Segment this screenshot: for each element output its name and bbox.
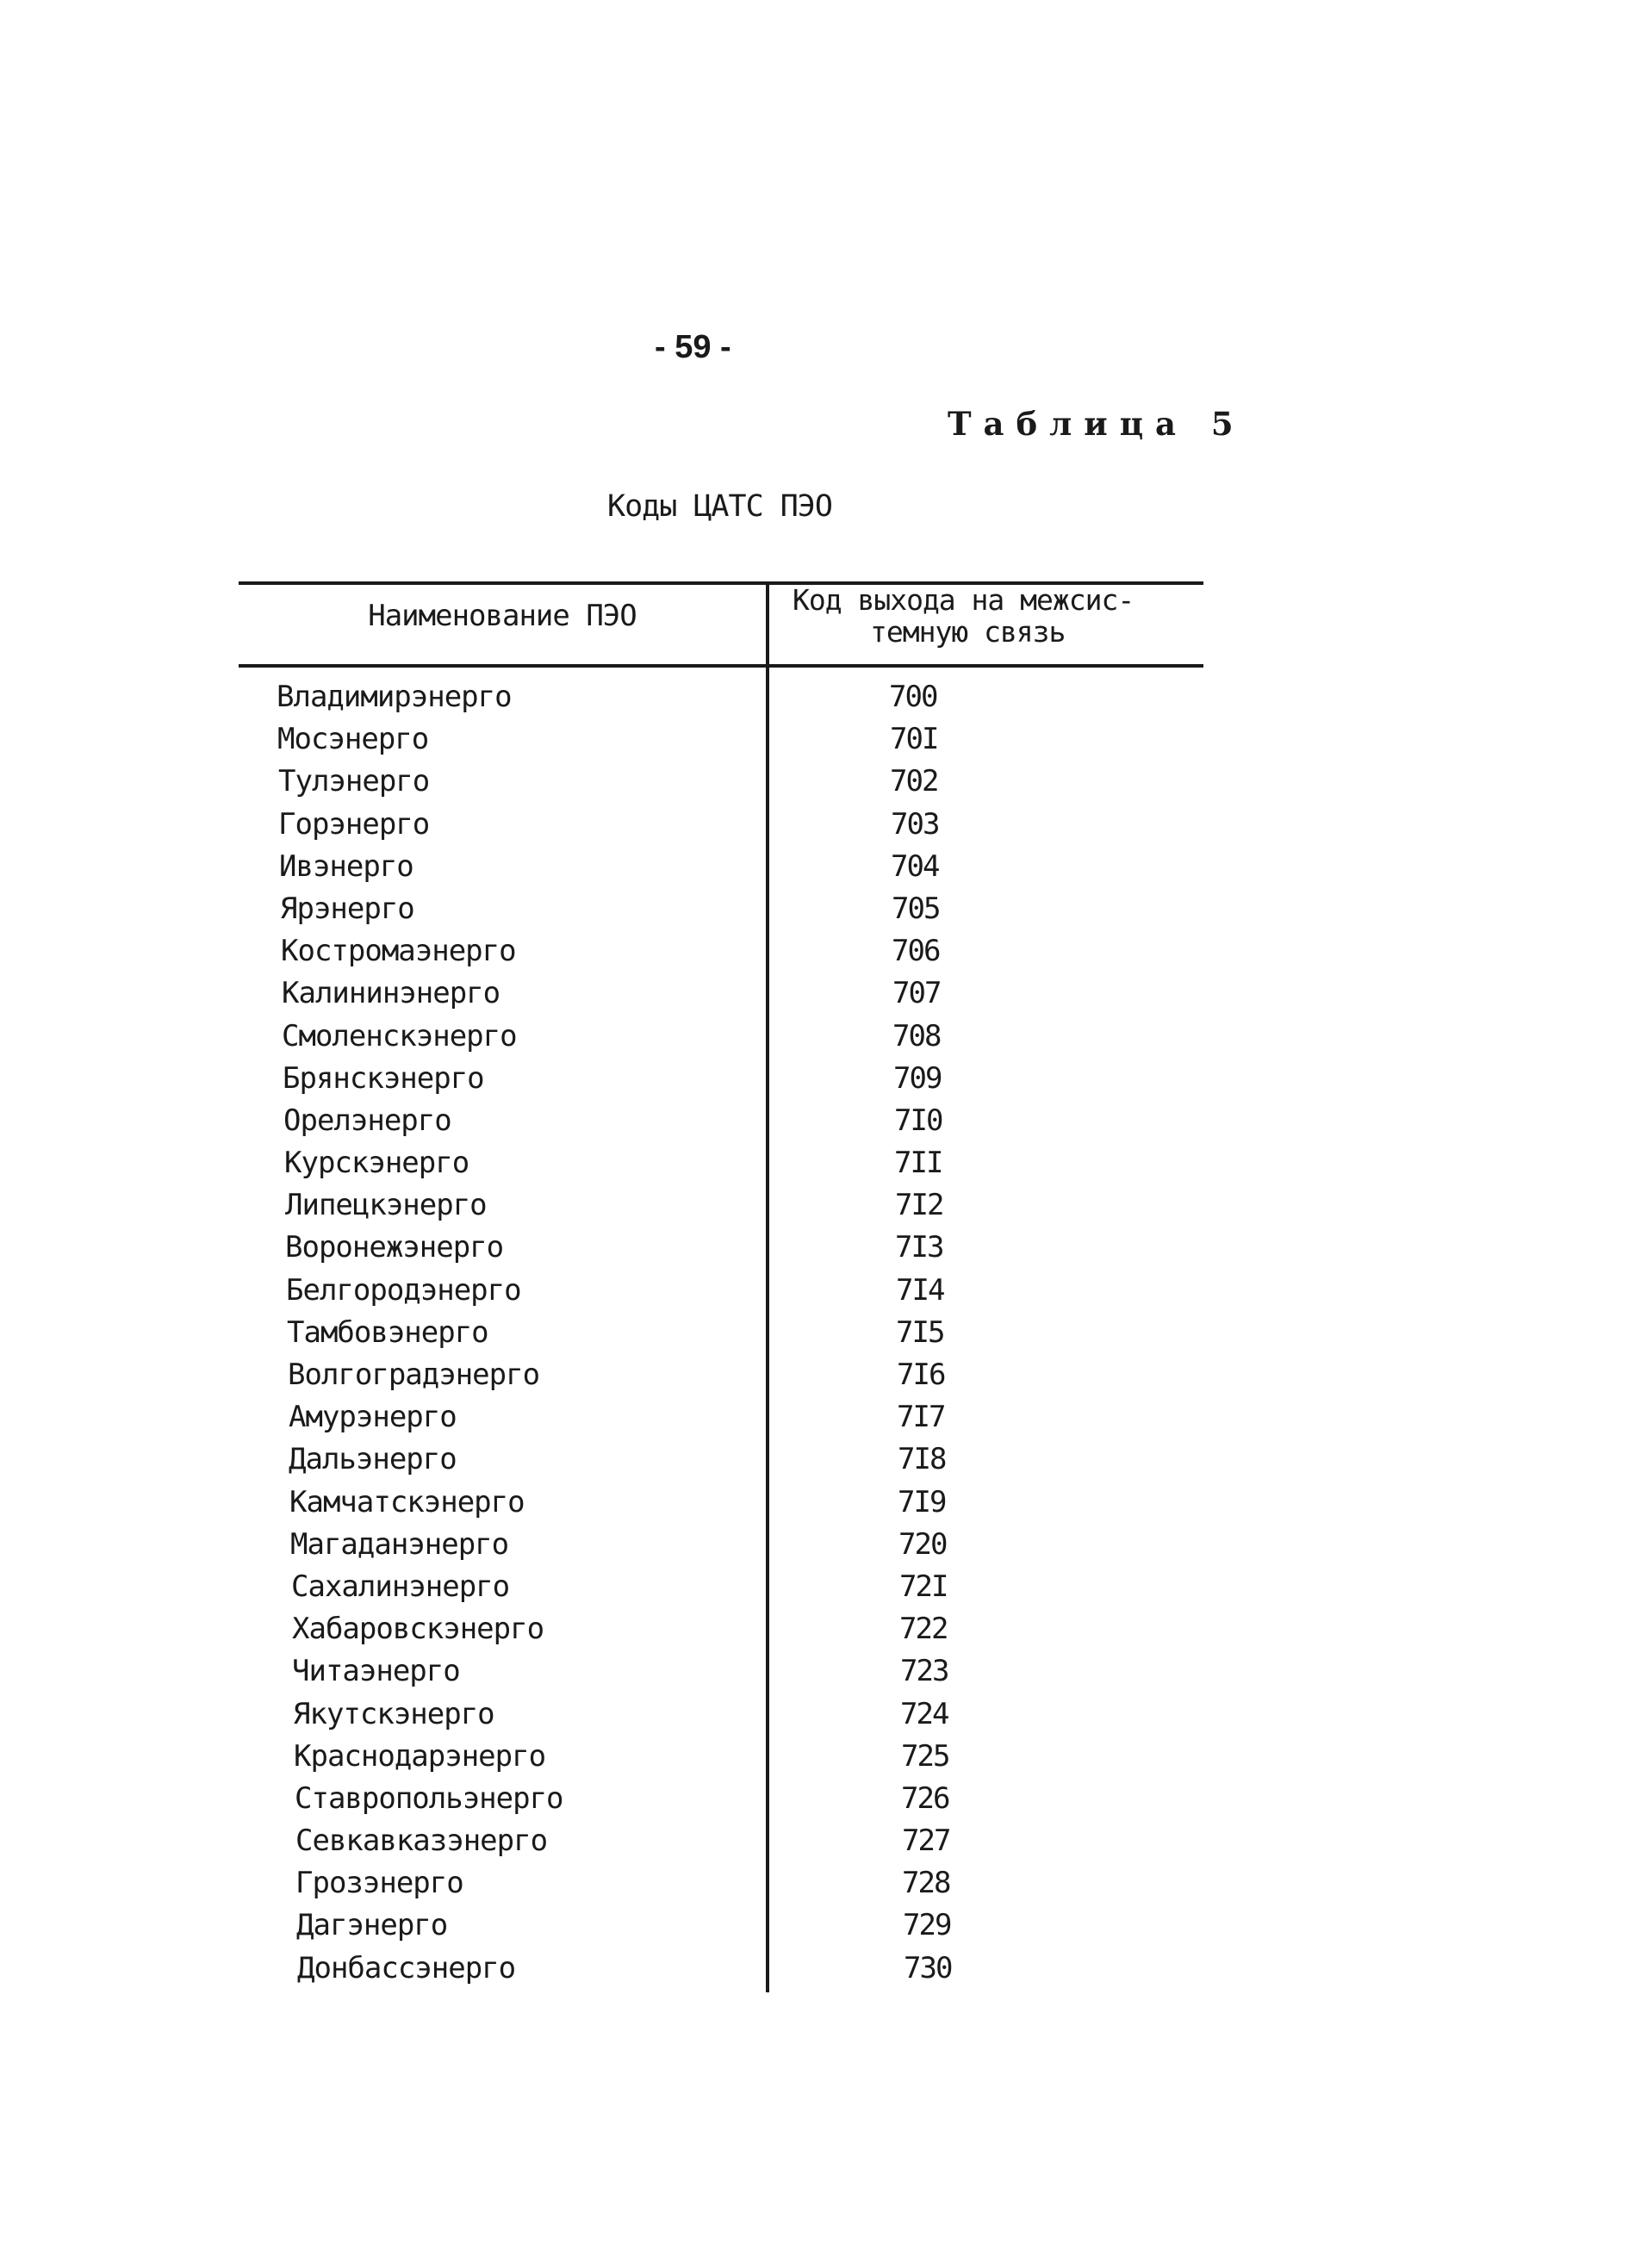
row-name: Костромаэнерго xyxy=(281,934,516,969)
table-row xyxy=(239,1820,1203,1862)
row-code: 707 xyxy=(892,976,941,1011)
row-code: 724 xyxy=(900,1696,948,1731)
table-row xyxy=(239,1693,1203,1736)
row-name: Воронежэнерго xyxy=(285,1230,504,1265)
row-name: Донбассэнерго xyxy=(297,1950,516,1985)
table-row xyxy=(239,1650,1203,1693)
row-name: Мосэнерго xyxy=(277,722,429,757)
row-code: 7I2 xyxy=(895,1188,943,1223)
row-code: 729 xyxy=(903,1908,951,1943)
row-name: Дагэнерго xyxy=(296,1908,448,1943)
table-label: Таблица 5 xyxy=(948,405,1246,443)
row-code: 728 xyxy=(902,1866,950,1901)
table-row xyxy=(239,1566,1203,1608)
row-name: Белгородэнерго xyxy=(286,1272,521,1308)
row-name: Читаэнерго xyxy=(292,1654,460,1689)
row-name: Якутскэнерго xyxy=(293,1696,494,1731)
row-code: 705 xyxy=(892,891,940,926)
table-row xyxy=(239,1608,1203,1650)
row-code: 703 xyxy=(891,806,939,842)
table-row xyxy=(239,804,1203,846)
table-row xyxy=(239,1862,1203,1904)
row-code: 7I8 xyxy=(898,1442,946,1477)
table-row xyxy=(239,1736,1203,1778)
table-row xyxy=(239,761,1203,803)
row-code: 7I0 xyxy=(894,1103,942,1138)
row-name: Дальэнерго xyxy=(289,1442,457,1477)
table-row xyxy=(239,1270,1203,1312)
row-name: Сахалинэнерго xyxy=(291,1569,510,1604)
row-code: 708 xyxy=(892,1018,941,1053)
row-name: Курскэнерго xyxy=(284,1146,469,1181)
table-row xyxy=(239,846,1203,888)
row-code: 709 xyxy=(893,1060,942,1096)
row-code: 7I5 xyxy=(896,1314,944,1350)
table-row xyxy=(239,1904,1203,1947)
table-row xyxy=(239,1396,1203,1438)
row-name: Владимирэнерго xyxy=(277,680,512,714)
row-code: 722 xyxy=(899,1612,948,1647)
row-name: Орелэнерго xyxy=(283,1103,451,1138)
table-row xyxy=(239,1227,1203,1269)
table-row xyxy=(239,1142,1203,1184)
table-row xyxy=(239,1778,1203,1820)
row-name: Калининэнерго xyxy=(282,976,500,1011)
table-row xyxy=(239,676,1203,718)
row-name: Ставропольэнерго xyxy=(295,1780,563,1816)
table-row xyxy=(239,1016,1203,1058)
row-code: 702 xyxy=(890,764,938,799)
row-name: Ярэнерго xyxy=(280,891,414,926)
table-body xyxy=(239,676,1203,1990)
table-row xyxy=(239,1948,1203,1990)
row-code: 704 xyxy=(891,848,939,884)
table-row xyxy=(239,1524,1203,1566)
row-code: 7I6 xyxy=(897,1358,945,1392)
row-code: 700 xyxy=(889,680,937,714)
column-header-code-line2: темную связь xyxy=(870,615,1066,649)
table-row xyxy=(239,1058,1203,1100)
row-code: 7I4 xyxy=(896,1272,944,1308)
column-header-code xyxy=(793,584,1197,648)
row-name: Камчатскэнерго xyxy=(289,1484,525,1519)
table-caption: Коды ЦАТС ПЭО xyxy=(607,489,832,524)
row-name: Грозэнерго xyxy=(295,1866,463,1901)
table-row xyxy=(239,1100,1203,1142)
row-name: Ивэнерго xyxy=(279,848,413,884)
table-row xyxy=(239,972,1203,1015)
row-name: Севкавказэнерго xyxy=(295,1824,548,1859)
row-code: 7II xyxy=(894,1146,942,1181)
row-code: 7I3 xyxy=(895,1230,943,1265)
page-number: - 59 - xyxy=(655,329,731,365)
row-code: 727 xyxy=(902,1824,950,1859)
row-code: 720 xyxy=(898,1526,947,1562)
row-name: Краснодарэнерго xyxy=(294,1738,546,1774)
row-code: 725 xyxy=(901,1738,949,1774)
table-row xyxy=(239,930,1203,972)
row-name: Брянскэнерго xyxy=(283,1060,484,1096)
row-code: 72I xyxy=(899,1569,948,1604)
row-name: Хабаровскэнерго xyxy=(292,1612,544,1647)
row-code: 706 xyxy=(892,934,940,969)
row-name: Магаданэнерго xyxy=(290,1526,509,1562)
row-code: 723 xyxy=(900,1654,948,1689)
row-code: 726 xyxy=(901,1780,949,1816)
row-name: Тулэнерго xyxy=(278,764,430,799)
row-name: Волгоградэнерго xyxy=(288,1358,540,1392)
table-row xyxy=(239,888,1203,930)
table-row xyxy=(239,1354,1203,1396)
table-header-rule xyxy=(239,664,1203,668)
table-row xyxy=(239,1312,1203,1354)
row-name: Смоленскэнерго xyxy=(282,1018,517,1053)
table-row xyxy=(239,718,1203,761)
row-code: 7I9 xyxy=(898,1484,946,1519)
row-code: 70I xyxy=(890,722,938,757)
row-name: Амурэнерго xyxy=(289,1400,457,1435)
column-header-name: Наименование ПЭО xyxy=(368,599,637,633)
table-row xyxy=(239,1438,1203,1481)
table-row xyxy=(239,1184,1203,1227)
row-code: 730 xyxy=(904,1950,952,1985)
table-row xyxy=(239,1482,1203,1524)
column-header-code-line1: Код выхода на межсис- xyxy=(793,583,1135,617)
row-code: 7I7 xyxy=(897,1400,945,1435)
row-name: Тамбовэнерго xyxy=(287,1314,488,1350)
row-name: Липецкэнерго xyxy=(285,1188,487,1223)
row-name: Горэнерго xyxy=(278,806,430,842)
